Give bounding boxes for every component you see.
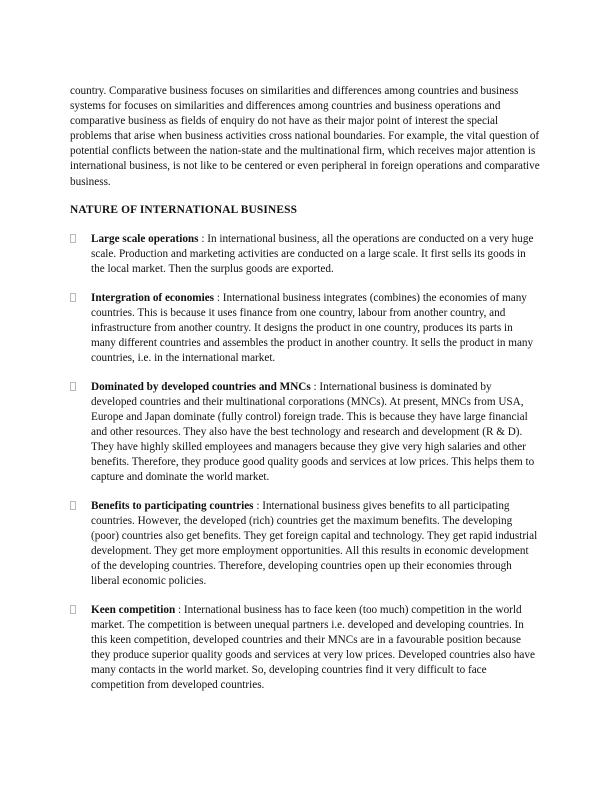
list-item [70,499,540,590]
list-item [70,291,540,366]
list-item-lead: Large scale operations [91,232,199,245]
list-item [70,380,540,486]
list-item-separator: : [198,232,208,245]
list-item-separator: : [310,380,320,393]
list-item-body: International business integrates (combines) the economies of many countries. This is because it uses finance from one country, labour from another country, and infrastructure from another country. It designs the product in one country, produces its parts in many different countries and assembles the product in another country. It sells the product in many countries, i.e. in the international market. [91,291,534,364]
list-item-separator: : [175,603,184,616]
list-item-body: International business is dominated by developed countries and their multinational corporations (MNCs). At present, MNCs from USA, Europe and Japan dominate (fully control) foreign trade. This is because they have large financial and other resources. They also have the best technology and research and development (R & D). They have highly skilled employees and managers because they give very high salaries and other benefits. Therefore, they produce good quality goods and services at low prices. This helps them to capture and dominate the world market. [91,380,535,484]
list-item-lead: Intergration of economies [91,291,215,304]
list-item-lead: Dominated by developed countries and MNCs [91,380,311,393]
intro-paragraph: country. Comparative business focuses on similarities and differences among countries and business systems for focuses on similarities and differences among countries and business operations and comparative business as fields of enquiry do not have as their major point of interest the special problems that arise when business activities cross national boundaries. For example, the vital question of potential conflicts between the nation-state and the multinational firm, which receives major attention is international business, is not like to be centered or even peripheral in foreign operations and comparative business. [70,85,540,188]
missing-glyph-box-icon [70,382,76,391]
list-item-body: International business has to face keen (too much) competition in the world market. The competition is between unequal partners i.e. developed and developing countries. In this keen competition, developed countries and their MNCs are in a favourable position because they produce superior quality goods and services at very low prices. Developed countries also have many contacts in the world market. So, developing countries find it very difficult to face competition from developed countries. [91,603,535,692]
missing-glyph-box-icon [70,234,76,243]
missing-glyph-box-icon [70,501,76,510]
list-item-body: International business gives benefits to all participating countries. However, the developed (rich) countries get the maximum benefits. The developing (poor) countries also get benefits. They get foreign capital and technology. They get rapid industrial development. They get more employment opportunities. All this results in economic development of the developing countries. Therefore, developing countries open up their economies through liberal economic policies. [91,499,538,588]
list-item-lead: Benefits to participating countries [91,499,254,512]
list-item-lead: Keen competition [91,603,176,616]
list-item [70,232,540,277]
missing-glyph-box-icon [70,293,76,302]
section-heading: NATURE OF INTERNATIONAL BUSINESS [70,204,298,217]
list-item-separator: : [214,291,223,304]
missing-glyph-box-icon [70,605,76,614]
list-item-separator: : [253,499,263,512]
list-item [70,603,540,694]
list-item-body: In international business, all the operations are conducted on a very huge scale. Production and marketing activities are conducted on a large scale. It first sells its goods in the local market. Then the surplus goods are exported. [91,232,534,275]
document-body [70,84,540,693]
